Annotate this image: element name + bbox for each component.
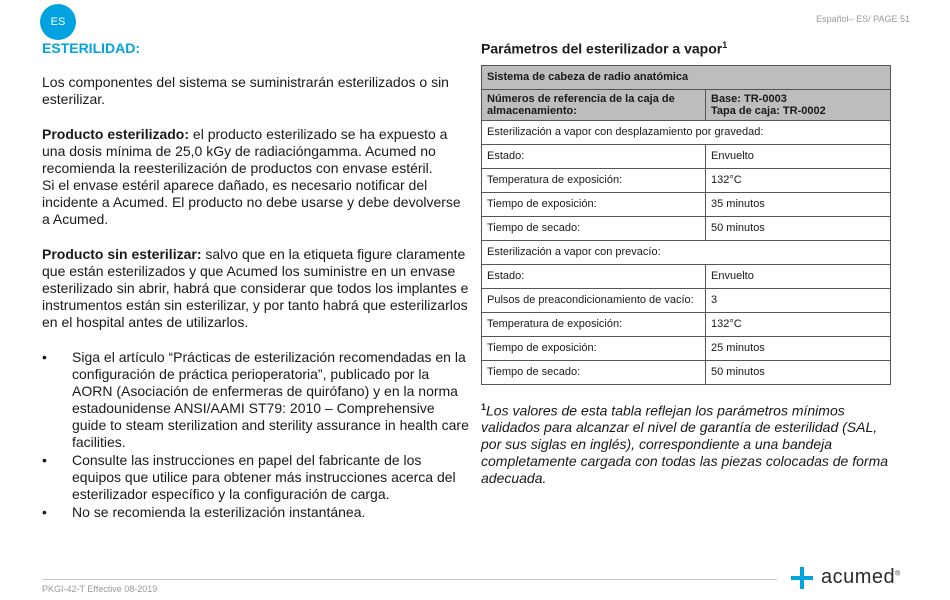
page-label: Español– ES/ PAGE 51: [816, 14, 910, 24]
system-name-cell: Sistema de cabeza de radio anatómica: [482, 65, 891, 89]
prevac-section-title: Esterilización a vapor con prevacío:: [482, 240, 891, 264]
nonsterile-product-paragraph: [42, 246, 472, 331]
section-title: ESTERILIDAD:: [42, 40, 140, 56]
footnote-marker: 1: [722, 40, 728, 50]
language-badge: ES: [40, 4, 76, 40]
table-row: [482, 312, 891, 336]
list-item: [42, 349, 472, 451]
row-value: 35 minutos: [706, 192, 891, 216]
sterile-product-label: Producto esterilizado:: [42, 126, 190, 142]
bullet-icon: •: [42, 504, 47, 520]
row-value: 132°C: [706, 312, 891, 336]
intro-paragraph: Los componentes del sistema se suministrarán esterilizados o sin esterilizar.: [42, 74, 449, 107]
table-row: [482, 120, 891, 144]
list-item-text: Siga el artículo “Prácticas de esterilización recomendadas en la configuración de práctica perioperatoria”, publicado por la AORN (Asociación de enfermeras de quirófano) y en la norma estadounidense ANSI/AAMI ST79: 2010 – Comprehensive guide to steam sterilization and sterility assurance in health care facilities.: [72, 349, 469, 450]
parameters-title: [481, 40, 901, 57]
sterile-product-text: el producto esterilizado se ha expuesto a una dosis mínima de 25,0 kGy de radiacióngamma. Acumed no recomienda la reesterilización de productos con envase estéril.: [42, 126, 448, 176]
sterile-product-text-2: Si el envase estéril aparece dañado, es necesario notificar del incidente a Acumed. El producto no debe usarse y debe devolverse a Acumed.: [42, 177, 461, 227]
row-label: Pulsos de preacondicionamiento de vacío:: [482, 288, 706, 312]
nonsterile-product-text: salvo que en la etiqueta figure claramente que están esterilizados y que Acumed los suministre en un envase esterilizado sin abrir, habrá que considerar que todos los implantes e instrumentos están sin esterilizar, y por tanto habrá que esterilizarlos en el hospital antes de utilizarlos.: [42, 246, 469, 330]
table-row: [482, 168, 891, 192]
footnote-marker: 1: [481, 401, 487, 412]
list-item: [42, 452, 472, 503]
footnote-text: Los valores de esta tabla reflejan los parámetros mínimos validados para alcanzar el nivel de garantía de esterilidad (SAL, por sus siglas en inglés), correspondiente a una bandeja completamente cargada con todas las piezas colocadas de forma adecuada.: [481, 402, 889, 487]
document-code: PKGI-42-T Effective 08-2019: [42, 584, 158, 594]
table-header-row: [482, 89, 891, 120]
ref-base: Base: TR-0003: [711, 92, 787, 105]
table-row: [482, 336, 891, 360]
row-value: Envuelto: [706, 264, 891, 288]
table-row: [482, 360, 891, 384]
list-item-text: Consulte las instrucciones en papel del fabricante de los equipos que utilice para obtener más instrucciones acerca del esterilizador específico y la configuración de carga.: [72, 452, 456, 502]
row-value: 3: [706, 288, 891, 312]
row-value: 25 minutos: [706, 336, 891, 360]
sterilizer-parameters: [481, 40, 901, 487]
row-label: Tiempo de exposición:: [482, 336, 706, 360]
row-label: Tiempo de secado:: [482, 216, 706, 240]
list-item: [42, 504, 472, 521]
nonsterile-product-label: Producto sin esterilizar:: [42, 246, 202, 262]
row-label: Temperatura de exposición:: [482, 168, 706, 192]
table-row: [482, 192, 891, 216]
logo-wordmark: acumed®: [821, 566, 901, 588]
row-value: 132°C: [706, 168, 891, 192]
sterile-product-paragraph: [42, 126, 472, 228]
sterility-section: [42, 40, 472, 522]
bullet-icon: •: [42, 452, 47, 468]
table-row: [482, 240, 891, 264]
gravity-section-title: Esterilización a vapor con desplazamiento por gravedad:: [482, 120, 891, 144]
row-value: 50 minutos: [706, 360, 891, 384]
acumed-logo: [791, 566, 901, 589]
bullet-icon: •: [42, 349, 47, 365]
plus-logo-icon: [791, 567, 813, 589]
row-label: Tiempo de secado:: [482, 360, 706, 384]
table-header-row: [482, 65, 891, 89]
table-row: [482, 264, 891, 288]
row-value: Envuelto: [706, 144, 891, 168]
row-label: Estado:: [482, 144, 706, 168]
list-item-text: No se recomienda la esterilización instantánea.: [72, 504, 366, 520]
table-row: [482, 216, 891, 240]
row-label: Tiempo de exposición:: [482, 192, 706, 216]
table-row: [482, 144, 891, 168]
parameters-title-text: Parámetros del esterilizador a vapor: [481, 40, 723, 57]
row-label: Estado:: [482, 264, 706, 288]
row-value: 50 minutos: [706, 216, 891, 240]
table-footnote: [481, 399, 901, 488]
ref-values-cell: [706, 89, 891, 120]
recommendation-list: [42, 349, 472, 521]
parameters-table: [481, 65, 891, 385]
ref-label-cell: Números de referencia de la caja de almacenamiento:: [482, 89, 706, 120]
footer-divider: [42, 579, 777, 580]
ref-lid: Tapa de caja: TR-0002: [711, 104, 826, 117]
table-row: [482, 288, 891, 312]
row-label: Temperatura de exposición:: [482, 312, 706, 336]
